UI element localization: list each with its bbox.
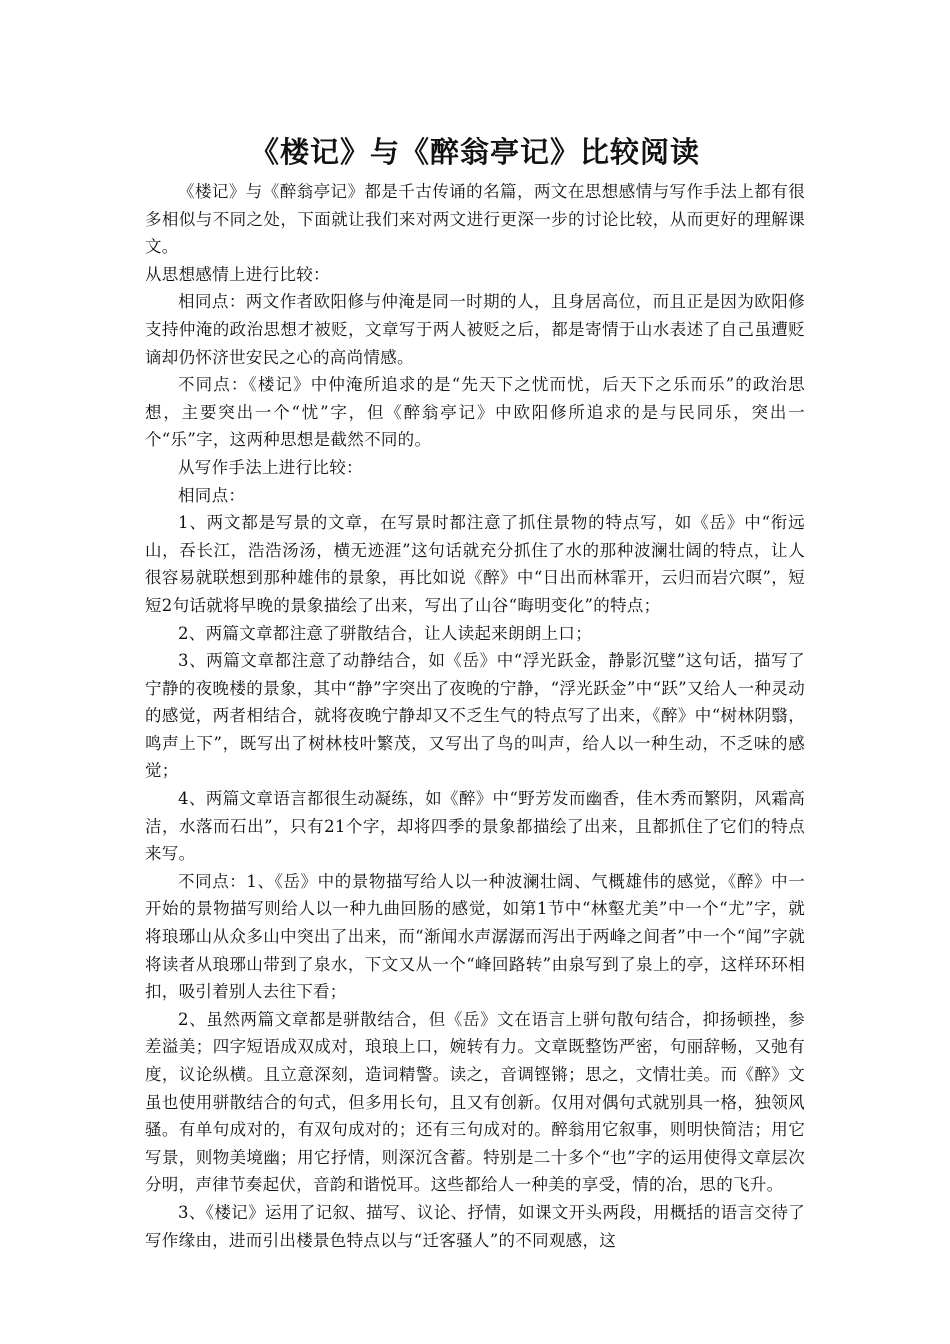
paragraph: 从写作手法上进行比较： <box>178 457 363 477</box>
paragraph: 2、虽然两篇文章都是骈散结合，但《岳》文在语言上骈句散句结合，抑扬顿挫，参差溢美；四字短语成双成对，琅琅上口，婉转有力。文章既整饬严密，句丽辞畅，又弛有度，议论纵横。且立意深刻，造词精警。读之，音调铿锵；思之，文情壮美。而《醉》文虽也使用骈散结合的句式，但多用长句，且又有创新。仅用对偶句式就别具一格，独领风骚。有单句成对的，有双句成对的；还有三句成对的。醉翁用它叙事，则明快简洁；用它写景，则物美境幽；用它抒情，则深沉含蓄。特别是二十多个“也”字的运用使得文章层次分明，声律节奏起伏，音韵和谐悦耳。这些都给人一种美的享受，情的冶，思的飞升。 <box>145 1009 805 1195</box>
paragraph: 《楼记》与《醉翁亭记》都是千古传诵的名篇，两文在思想感情与写作手法上都有很多相似与不同之处，下面就让我们来对两文进行更深一步的讨论比较，从而更好的理解课文。 <box>145 182 805 257</box>
document-body <box>145 128 805 1254</box>
paragraph: 3、《楼记》运用了记叙、描写、议论、抒情，如课文开头两段，用概括的语言交待了写作缘由，进而引出楼景色特点以与“迁客骚人”的不同观感，这 <box>145 1202 805 1250</box>
document-title: 《楼记》与《醉翁亭记》比较阅读 <box>249 135 700 169</box>
paragraph: 相同点：两文作者欧阳修与仲淹是同一时期的人，且身居高位，而且正是因为欧阳修支持仲淹的政治思想才被贬，文章写于两人被贬之后，都是寄情于山水表述了自己虽遭贬谪却仍怀济世安民之心的高尚情感。 <box>145 292 805 367</box>
paragraph: 从思想感情上进行比较： <box>145 264 330 284</box>
paragraph: 1、两文都是写景的文章，在写景时都注意了抓住景物的特点写，如《岳》中“衔远山，吞长江，浩浩汤汤，横无迹涯”这句话就充分抓住了水的那种波澜壮阔的特点，让人很容易就联想到那种雄伟的景象，再比如说《醉》中“日出而林霏开，云归而岩穴暝”，短短2句话就将早晚的景象描绘了出来，写出了山谷“晦明变化”的特点； <box>145 513 805 615</box>
paragraph: 不同点：1、《岳》中的景物描写给人以一种波澜壮阔、气概雄伟的感觉，《醉》中一开始的景物描写则给人以一种九曲回肠的感觉，如第1节中“林壑尤美”中一个“尤”字，就将琅琊山从众多山中突出了出来，而“渐闻水声潺潺而泻出于两峰之间者”中一个“闻”字就将读者从琅琊山带到了泉水，下文又从一个“峰回路转”由泉写到了泉上的亭，这样环环相扣，吸引着别人去往下看； <box>145 871 805 1002</box>
paragraph: 4、两篇文章语言都很生动凝练，如《醉》中“野芳发而幽香，佳木秀而繁阴，风霜高洁，水落而石出”，只有21个字，却将四季的景象都描绘了出来，且都抓住了它们的特点来写。 <box>145 789 805 864</box>
paragraph: 2、两篇文章都注意了骈散结合，让人读起来朗朗上口； <box>178 623 592 643</box>
paragraph: 不同点：《楼记》中仲淹所追求的是“先天下之忧而忧，后天下之乐而乐”的政治思想，主要突出一个“忧”字，但《醉翁亭记》中欧阳修所追求的是与民同乐，突出一个“乐”字，这两种思想是截然不同的。 <box>145 375 805 450</box>
paragraph: 相同点： <box>178 485 246 505</box>
paragraph: 3、两篇文章都注意了动静结合，如《岳》中“浮光跃金，静影沉璧”这句话，描写了宁静的夜晚楼的景象，其中“静”字突出了夜晚的宁静，“浮光跃金”中“跃”又给人一种灵动的感觉，两者相结合，就将夜晚宁静却又不乏生气的特点写了出来，《醉》中“树林阴翳，鸣声上下”，既写出了树林枝叶繁茂，又写出了鸟的叫声，给人以一种生动，不乏味的感觉； <box>145 651 805 781</box>
paragraph-list <box>145 178 805 1254</box>
